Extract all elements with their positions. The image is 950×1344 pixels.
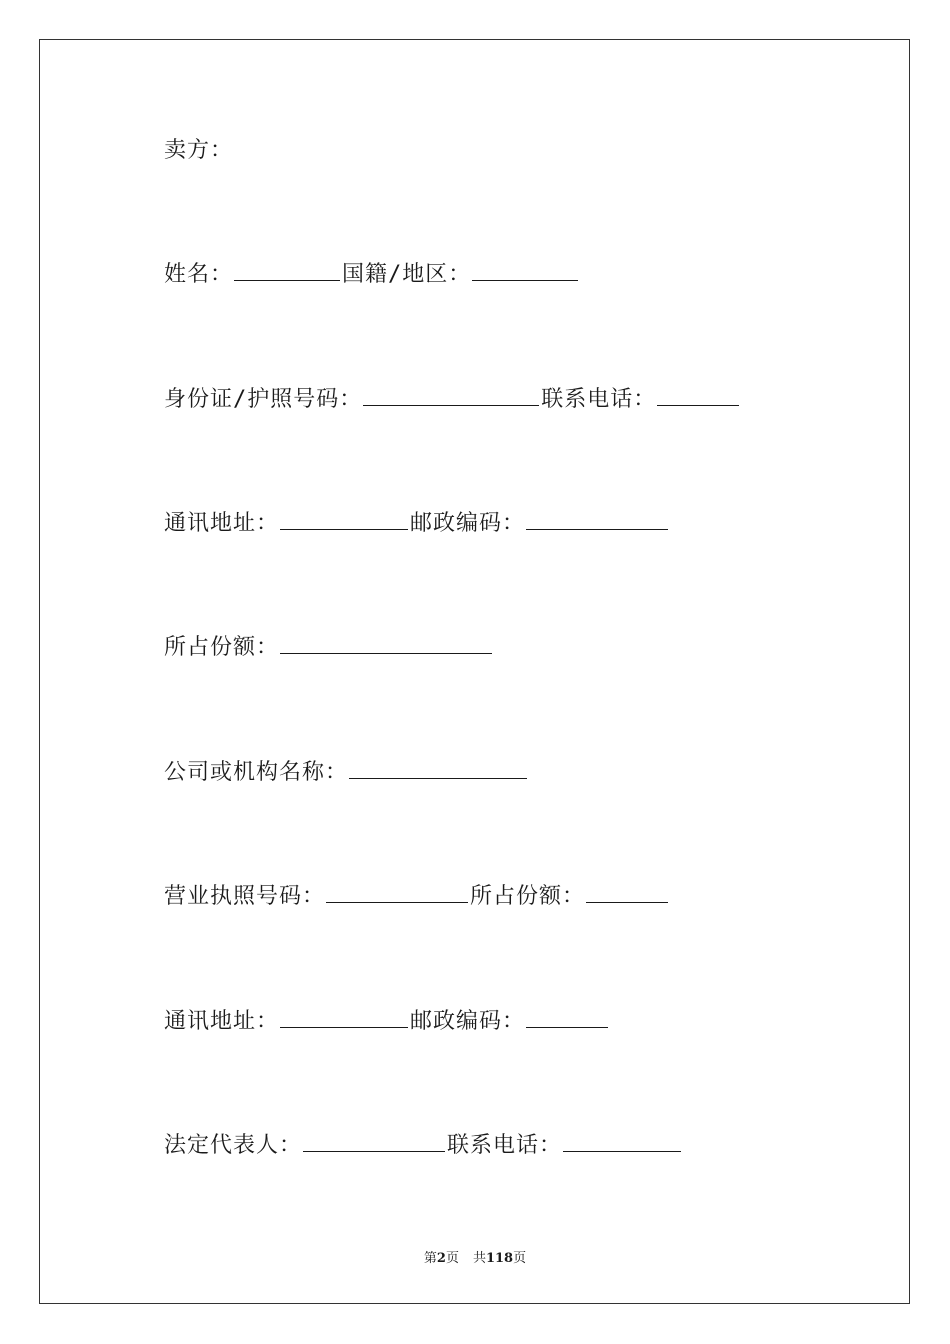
address-postcode-line xyxy=(164,510,670,538)
seller-heading: 卖方： xyxy=(164,138,234,163)
company-name-line xyxy=(164,759,529,787)
postcode-blank-2[interactable] xyxy=(526,1009,608,1028)
legal-rep-label: 法定代表人： xyxy=(164,1133,303,1158)
postcode-blank[interactable] xyxy=(526,511,668,530)
nationality-label: 国籍/地区： xyxy=(342,262,472,287)
address-postcode-line-2 xyxy=(164,1008,610,1036)
company-name-blank[interactable] xyxy=(349,760,527,779)
license-share-line xyxy=(164,883,670,911)
share-line xyxy=(164,634,494,662)
name-nationality-line xyxy=(164,261,580,289)
phone-blank[interactable] xyxy=(657,387,739,406)
legal-rep-phone-line xyxy=(164,1132,683,1160)
share-blank[interactable] xyxy=(280,635,492,654)
name-blank[interactable] xyxy=(234,262,340,281)
license-label: 营业执照号码： xyxy=(164,884,326,909)
page-prefix: 第 xyxy=(423,1251,437,1266)
share-label: 所占份额： xyxy=(164,635,280,660)
nationality-blank[interactable] xyxy=(472,262,578,281)
seller-heading-line xyxy=(164,137,233,165)
legal-rep-blank[interactable] xyxy=(303,1133,445,1152)
address-label-2: 通讯地址： xyxy=(164,1009,280,1034)
page-number: 2 xyxy=(436,1251,446,1266)
phone-label-2: 联系电话： xyxy=(447,1133,563,1158)
share-label-2: 所占份额： xyxy=(470,884,586,909)
company-name-label: 公司或机构名称： xyxy=(164,760,349,785)
address-blank[interactable] xyxy=(280,511,408,530)
share-blank-2[interactable] xyxy=(586,884,668,903)
page-border xyxy=(39,39,910,1304)
total-prefix: 共 xyxy=(472,1251,486,1266)
phone-blank-2[interactable] xyxy=(563,1133,681,1152)
phone-label: 联系电话： xyxy=(541,387,657,412)
address-label: 通讯地址： xyxy=(164,511,280,536)
page-footer xyxy=(0,1247,950,1266)
id-passport-blank[interactable] xyxy=(363,387,539,406)
page-suffix: 页 xyxy=(445,1251,459,1266)
id-passport-label: 身份证/护照号码： xyxy=(164,387,363,412)
postcode-label-2: 邮政编码： xyxy=(410,1009,526,1034)
total-suffix: 页 xyxy=(513,1251,527,1266)
license-blank[interactable] xyxy=(326,884,468,903)
name-label: 姓名： xyxy=(164,262,234,287)
address-blank-2[interactable] xyxy=(280,1009,408,1028)
total-pages: 118 xyxy=(485,1251,514,1266)
postcode-label: 邮政编码： xyxy=(410,511,526,536)
id-phone-line xyxy=(164,386,741,414)
